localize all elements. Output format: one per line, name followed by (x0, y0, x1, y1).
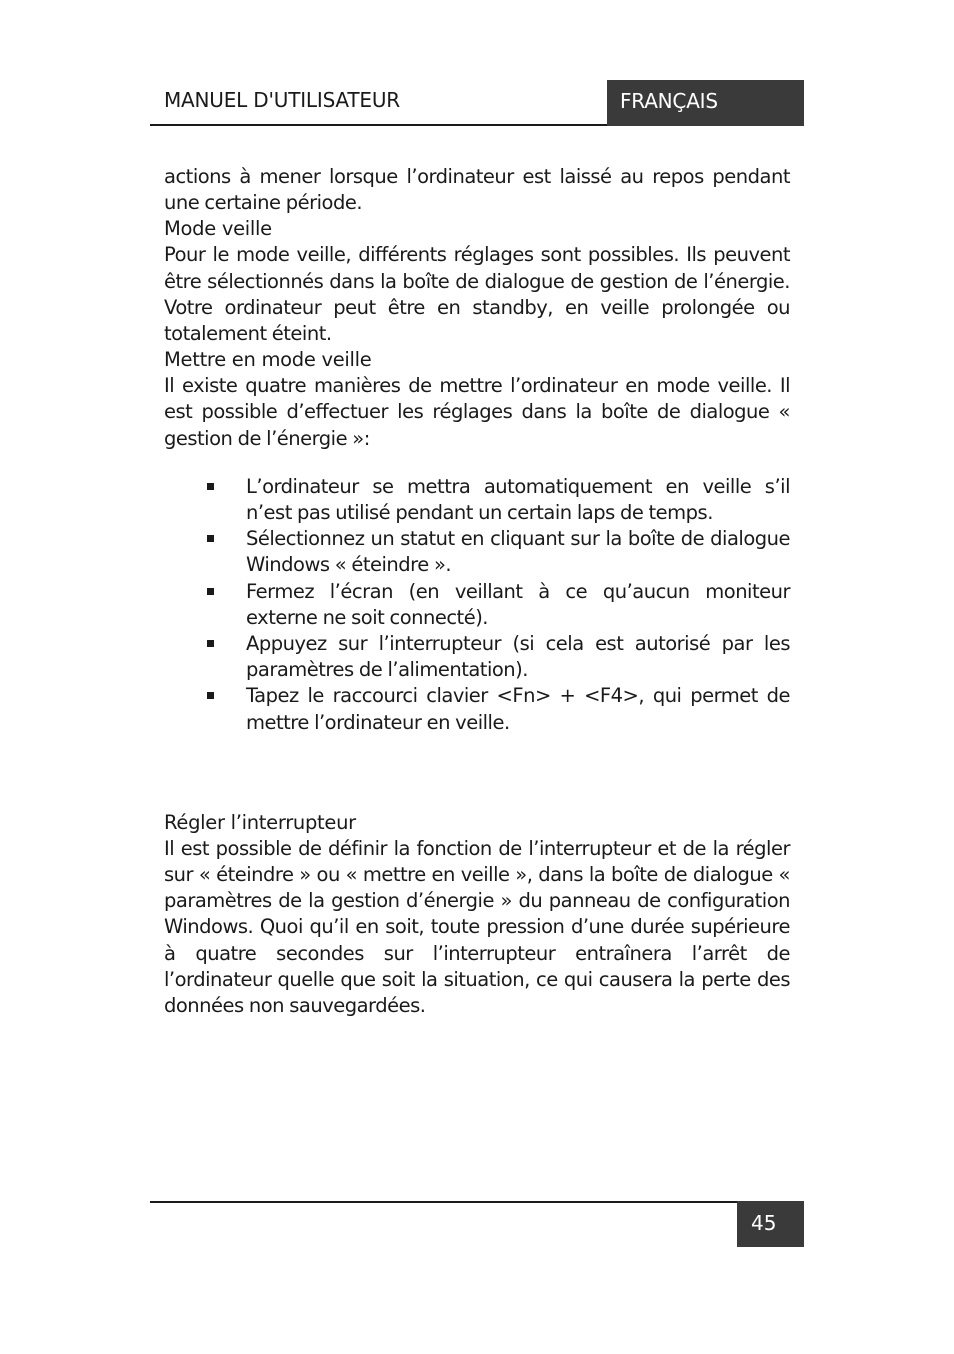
manual-title: MANUEL D'UTILISATEUR (164, 88, 400, 112)
section-paragraph-mettre-en-veille: Il existe quatre manières de mettre l’ordinateur en mode veille. Il est possible d’effectuer les réglages dans la boîte de dialogue « gestion de l’énergie »: (164, 374, 790, 450)
list-item-text: Appuyez sur l’interrupteur (si cela est autorisé par les paramètres de l’alimentation). (246, 632, 790, 682)
list-item (164, 526, 790, 578)
section-paragraph-regler-interrupteur: Il est possible de définir la fonction de l’interrupteur et de la régler sur « éteindre » ou « mettre en veille », dans la boîte de dialogue « paramètres de la gestion d’énergie » du panneau de configuration Windows. Quoi qu’il en soit, toute pression d’une durée supérieure à quatre secondes sur l’interrupteur entraînera l’arrêt de l’ordinateur quelle que soit la situation, ce qui causera la perte des données non sauvegardées. (164, 836, 790, 1018)
square-bullet-icon (207, 535, 214, 542)
square-bullet-icon (207, 483, 214, 490)
list-item (164, 579, 790, 631)
header-rule (150, 124, 608, 126)
page-number: 45 (737, 1201, 804, 1247)
page-content (164, 164, 790, 1019)
list-item (164, 683, 790, 735)
list-item-text: Sélectionnez un statut en cliquant sur la boîte de dialogue Windows « éteindre ». (246, 527, 790, 577)
section-heading-mode-veille: Mode veille (164, 217, 272, 241)
square-bullet-icon (207, 640, 214, 647)
square-bullet-icon (207, 588, 214, 595)
language-tab: FRANÇAIS (607, 80, 804, 126)
list-item-text: Tapez le raccourci clavier <Fn> + <F4>, qui permet de mettre l’ordinateur en veille. (246, 684, 790, 734)
intro-paragraph: actions à mener lorsque l’ordinateur est laissé au repos pendant une certaine période. (164, 165, 790, 215)
list-item-text: Fermez l’écran (en veillant à ce qu’aucun moniteur externe ne soit connecté). (246, 579, 790, 629)
section-heading-regler-interrupteur: Régler l’interrupteur (164, 810, 356, 834)
bullet-list (164, 474, 790, 736)
section-heading-mettre-en-veille: Mettre en mode veille (164, 348, 372, 372)
square-bullet-icon (207, 692, 214, 699)
section-paragraph-mode-veille: Pour le mode veille, différents réglages sont possibles. Ils peuvent être sélectionnés dans la boîte de dialogue de gestion de l’énergie. Votre ordinateur peut être en standby, en veille prolongée ou totalement éteint. (164, 243, 790, 346)
list-item-text: L’ordinateur se mettra automatiquement en veille s’il n’est pas utilisé pendant un certain laps de temps. (246, 474, 790, 525)
list-item (164, 474, 790, 526)
list-item (164, 631, 790, 683)
footer-rule (150, 1201, 738, 1203)
